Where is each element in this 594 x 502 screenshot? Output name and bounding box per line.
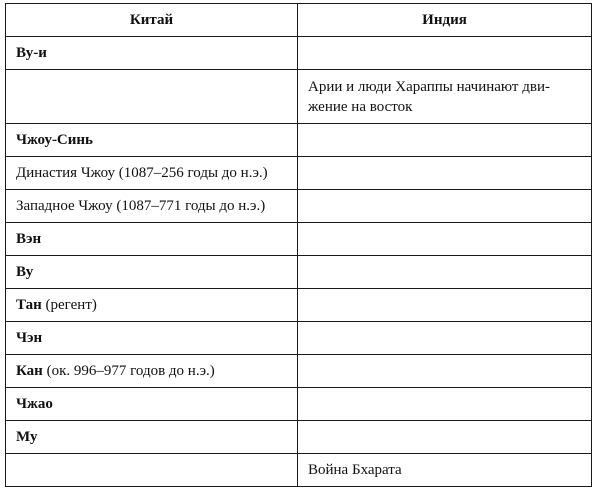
- ruler-name: Чжао: [16, 396, 53, 412]
- cell-china: [6, 70, 298, 124]
- table-row: [6, 421, 592, 454]
- table-row: [6, 223, 592, 256]
- cell-china: [6, 124, 298, 157]
- cell-china: [6, 256, 298, 289]
- ruler-name: Чжоу-Синь: [16, 132, 93, 148]
- cell-india: [298, 157, 592, 190]
- cell-india: [298, 355, 592, 388]
- cell-china: [6, 454, 298, 487]
- ruler-name: Чэн: [16, 330, 43, 346]
- cell-china: [6, 421, 298, 454]
- table-row: [6, 37, 592, 70]
- cell-china: [6, 37, 298, 70]
- chronology-table: [5, 3, 592, 487]
- cell-china: [6, 190, 298, 223]
- ruler-note: (регент): [41, 297, 97, 313]
- ruler-name: Вэн: [16, 231, 42, 247]
- cell-china: [6, 322, 298, 355]
- table-row: [6, 124, 592, 157]
- ruler-note: Династия Чжоу (1087–256 годы до н.э.): [16, 165, 268, 181]
- cell-china: [6, 289, 298, 322]
- cell-india: [298, 421, 592, 454]
- cell-india: [298, 37, 592, 70]
- cell-india: [298, 190, 592, 223]
- cell-china: [6, 388, 298, 421]
- ruler-name: Тан: [16, 297, 42, 313]
- ruler-note: Западное Чжоу (1087–771 годы до н.э.): [16, 198, 266, 214]
- cell-india: Война Бхарата: [298, 454, 592, 487]
- table-row: [6, 289, 592, 322]
- cell-india: Арии и люди Хараппы начинают дви-жение на восток: [298, 70, 592, 124]
- table-row: [6, 256, 592, 289]
- ruler-name: Му: [16, 429, 38, 445]
- cell-india: [298, 322, 592, 355]
- ruler-name: Кан: [16, 363, 43, 379]
- ruler-name: Ву: [16, 264, 34, 280]
- table-row: [6, 190, 592, 223]
- cell-india: [298, 223, 592, 256]
- cell-india: [298, 256, 592, 289]
- table-row: [6, 157, 592, 190]
- cell-india: [298, 289, 592, 322]
- table-row: [6, 355, 592, 388]
- header-row: [6, 4, 592, 37]
- table-row: [6, 454, 592, 487]
- ruler-name: Ву-и: [16, 45, 47, 61]
- ruler-note: (ок. 996–977 годов до н.э.): [42, 363, 215, 379]
- cell-china: [6, 223, 298, 256]
- table-row: [6, 322, 592, 355]
- table-row: [6, 70, 592, 124]
- cell-india: [298, 124, 592, 157]
- cell-china: [6, 355, 298, 388]
- cell-india: [298, 388, 592, 421]
- column-header-india: Индия: [298, 4, 592, 37]
- column-header-china: Китай: [6, 4, 298, 37]
- table-row: [6, 388, 592, 421]
- cell-china: [6, 157, 298, 190]
